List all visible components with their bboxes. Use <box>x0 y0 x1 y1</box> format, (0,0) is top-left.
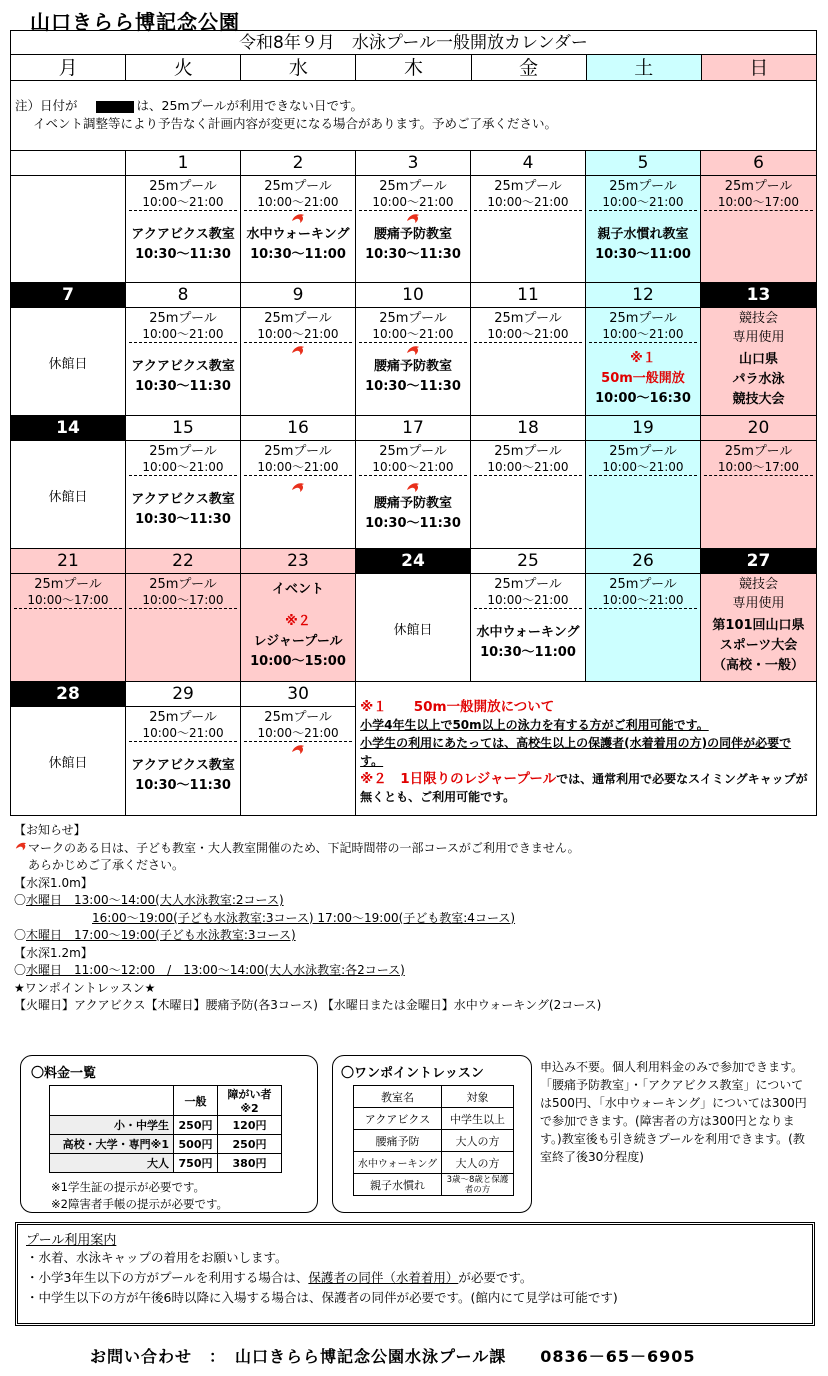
day-number: 8 <box>126 283 240 308</box>
event-name: 腰痛予防教室 <box>373 227 452 242</box>
pool-time: 10:00～21:00 <box>474 593 582 609</box>
day-number: 1 <box>126 151 240 176</box>
pool-time: 10:00～21:00 <box>359 460 467 476</box>
event-name: （高校・一般） <box>712 658 804 673</box>
table-row <box>354 1130 514 1152</box>
event-time: 10:30～11:00 <box>595 247 691 262</box>
pool-guide <box>15 1222 815 1326</box>
note-line1-post: は、25mプールが利用できない日です。 <box>136 98 363 113</box>
day-cell-12 <box>586 283 701 415</box>
pool-time: 10:00～21:00 <box>244 460 352 476</box>
wed-schedule-3: 水曜日 11:00～12:00 / 13:00～14:00(大人水泳教室:各2コース) <box>26 963 405 977</box>
dolphin-icon <box>290 211 306 225</box>
day-cell-1 <box>126 151 241 282</box>
dolphin-icon <box>405 211 421 225</box>
day-cell-19 <box>586 416 701 548</box>
table-row <box>354 1108 514 1130</box>
day-number: 6 <box>701 151 816 176</box>
day-cell-6 <box>701 151 816 282</box>
weekday-header <box>11 55 816 81</box>
table-row <box>50 1116 282 1135</box>
fee-general: 250円 <box>174 1116 218 1135</box>
day-number: 23 <box>241 549 355 574</box>
mark-explanation-2: あらかじめご了承ください。 <box>28 858 185 872</box>
pool-label: 25mプール <box>494 577 562 592</box>
event-name: 競技大会 <box>732 392 785 407</box>
lesson-title: 〇ワンポイントレッスン <box>341 1066 484 1081</box>
pool-time: 10:00～21:00 <box>474 195 582 211</box>
closed-label: 休館日 <box>48 756 88 771</box>
fee-title: 〇料金一覧 <box>31 1066 97 1081</box>
event-name: アクアビクス教室 <box>131 758 235 773</box>
pool-time: 10:00～21:00 <box>589 327 697 343</box>
comp-label: 専用使用 <box>732 330 785 345</box>
day-number: 16 <box>241 416 355 441</box>
lesson-name: 水中ウォーキング <box>354 1152 442 1174</box>
day-number: 22 <box>126 549 240 574</box>
day-cell-25 <box>471 549 586 681</box>
day-cell-23 <box>241 549 356 681</box>
event-time: 10:30～11:30 <box>135 778 231 793</box>
mark-explanation: マークのある日は、子ども教室・大人教室開催のため、下記時間帯の一部コースがご利用できません。 <box>28 840 580 855</box>
calendar-note <box>11 81 816 151</box>
fee-label: 高校・大学・専門※1 <box>50 1135 174 1154</box>
day-cell-13 <box>701 283 816 415</box>
closed-label: 休館日 <box>48 490 88 505</box>
mark-1: ※１ <box>630 351 656 366</box>
fee-disabled: 380円 <box>218 1154 282 1173</box>
pool-calendar <box>10 30 817 816</box>
day-cell-4 <box>471 151 586 282</box>
pool-time: 10:00～17:00 <box>14 593 122 609</box>
bullet-circle: 〇 <box>14 893 27 907</box>
fee-label: 小・中学生 <box>50 1116 174 1135</box>
black-date-sample <box>96 101 134 113</box>
pool-time: 10:00～21:00 <box>474 460 582 476</box>
depth-12m-heading: 【水深1.2m】 <box>14 945 93 960</box>
day-cell-20 <box>701 416 816 548</box>
lesson-table <box>353 1085 514 1196</box>
day-cell-9 <box>241 283 356 415</box>
event-time: 10:30～11:30 <box>135 379 231 394</box>
comp-label: 専用使用 <box>732 596 785 611</box>
weekday-thu: 木 <box>356 55 471 80</box>
dolphin-icon <box>290 343 306 357</box>
day-cell-7 <box>11 283 126 415</box>
event-name: 腰痛予防教室 <box>373 496 452 511</box>
dolphin-icon <box>405 480 421 494</box>
event-name: 水中ウォーキング <box>246 227 350 242</box>
day-cell-18 <box>471 416 586 548</box>
guide-line-2-pre: ・小学3年生以下の方がプールを利用する場合は、 <box>26 1270 309 1285</box>
pool-time: 10:00～21:00 <box>589 195 697 211</box>
event-label: イベント <box>271 582 324 597</box>
pool-label: 25mプール <box>149 710 217 725</box>
pool-time: 10:00～17:00 <box>129 593 237 609</box>
table-row <box>354 1174 514 1196</box>
day-number: 7 <box>11 283 125 308</box>
event-name: アクアビクス教室 <box>131 227 235 242</box>
lesson-target: 中学生以上 <box>442 1108 514 1130</box>
day-cell-28 <box>11 682 126 815</box>
week-row-4 <box>11 549 816 682</box>
week-row-5 <box>11 682 816 815</box>
event-name: パラ水泳 <box>732 372 785 387</box>
pool-time: 10:00～21:00 <box>474 327 582 343</box>
event-time: 10:30～11:30 <box>135 247 231 262</box>
day-number: 2 <box>241 151 355 176</box>
footnote-1-line1: 小学4年生以上で50m以上の泳力を有する方がご利用可能です。 <box>360 718 709 732</box>
fee-header-blank <box>50 1086 174 1116</box>
event-time: 10:30～11:30 <box>365 379 461 394</box>
weekday-tue: 火 <box>126 55 241 80</box>
pool-label: 25mプール <box>609 179 677 194</box>
event-name: アクアビクス教室 <box>131 492 235 507</box>
pool-label: 25mプール <box>149 444 217 459</box>
day-number: 27 <box>701 549 816 574</box>
week-row-1 <box>11 151 816 283</box>
pool-label: 25mプール <box>609 444 677 459</box>
event-time: 10:30～11:30 <box>135 512 231 527</box>
pool-time: 10:00～21:00 <box>589 593 697 609</box>
calendar-title: 令和8年９月 水泳プール一般開放カレンダー <box>11 31 816 55</box>
day-number <box>11 151 125 176</box>
day-number: 13 <box>701 283 816 308</box>
calendar-footnotes <box>356 682 816 815</box>
week-row-3 <box>11 416 816 549</box>
onepoint-heading: ★ワンポイントレッスン★ <box>14 980 156 995</box>
pool-label: 25mプール <box>609 577 677 592</box>
weekday-mon: 月 <box>11 55 126 80</box>
pool-label: 25mプール <box>34 577 102 592</box>
week-row-2 <box>11 283 816 416</box>
day-number: 17 <box>356 416 470 441</box>
day-number: 29 <box>126 682 240 707</box>
fee-label: 大人 <box>50 1154 174 1173</box>
dolphin-icon <box>14 840 28 852</box>
event-time: 10:30～11:00 <box>480 645 576 660</box>
day-cell-22 <box>126 549 241 681</box>
pool-label: 25mプール <box>379 179 447 194</box>
day-cell-14 <box>11 416 126 548</box>
event-name: スポーツ大会 <box>719 638 798 653</box>
pool-time: 10:00～21:00 <box>244 726 352 742</box>
event-time: 10:00～15:00 <box>250 654 346 669</box>
event-time: 10:30～11:00 <box>250 247 346 262</box>
day-number: 21 <box>11 549 125 574</box>
lesson-target: 3歳～8歳と保護者の方 <box>442 1174 514 1196</box>
weekday-fri: 金 <box>472 55 587 80</box>
day-cell-5 <box>586 151 701 282</box>
comp-label: 競技会 <box>738 311 778 326</box>
pool-label: 25mプール <box>609 311 677 326</box>
pool-label: 25mプール <box>264 179 332 194</box>
pool-time: 10:00～21:00 <box>244 195 352 211</box>
weekday-sun: 日 <box>702 55 816 80</box>
pool-time: 10:00～21:00 <box>589 460 697 476</box>
fee-note-1: ※1学生証の提示が必要です。 <box>51 1180 206 1194</box>
pool-time: 10:00～17:00 <box>704 460 813 476</box>
day-cell-3 <box>356 151 471 282</box>
day-number: 3 <box>356 151 470 176</box>
fee-header-disabled: 障がい者※2 <box>218 1086 282 1116</box>
onepoint-detail: 【火曜日】アクアビクス【木曜日】腰痛予防(各3コース) 【水曜日または金曜日】水中ウォーキング(2コース) <box>14 998 602 1012</box>
lesson-target: 大人の方 <box>442 1152 514 1174</box>
pool-label: 25mプール <box>724 179 793 194</box>
event-time: 10:00～16:30 <box>595 391 691 406</box>
day-cell-16 <box>241 416 356 548</box>
note-line1-pre: 注）日付が <box>15 98 78 113</box>
day-number: 25 <box>471 549 585 574</box>
park-title: 山口きらら博記念公園 <box>30 10 240 34</box>
pool-label: 25mプール <box>149 311 217 326</box>
day-number: 4 <box>471 151 585 176</box>
depth-1m-heading: 【水深1.0m】 <box>14 875 93 890</box>
table-row <box>354 1152 514 1174</box>
day-number: 14 <box>11 416 125 441</box>
day-cell-29 <box>126 682 241 815</box>
footnote-2-title: 1日限りのレジャープール <box>386 771 557 787</box>
pool-time: 10:00～21:00 <box>129 726 237 742</box>
day-number: 28 <box>11 682 125 707</box>
pool-label: 25mプール <box>494 444 562 459</box>
pool-time: 10:00～21:00 <box>129 195 237 211</box>
guide-line-3: ・中学生以下の方が午後6時以降に入場する場合は、保護者の同伴が必要です。(館内にて見学は可能です) <box>26 1290 618 1305</box>
lesson-name: アクアビクス <box>354 1108 442 1130</box>
table-row <box>50 1154 282 1173</box>
event-name: レジャープール <box>253 634 343 649</box>
comp-label: 競技会 <box>738 577 778 592</box>
pool-label: 25mプール <box>379 311 447 326</box>
lesson-header-target: 対象 <box>442 1086 514 1108</box>
dolphin-icon <box>290 480 306 494</box>
day-cell-empty <box>11 151 126 282</box>
contact-footer: お問い合わせ ： 山口きらら博記念公園水泳プール課 0836－65－6905 <box>90 1347 696 1366</box>
footnote-1-line2: 小学生の利用にあたっては、高校生以上の保護者(水着着用の方)の同伴が必要です。 <box>360 736 792 768</box>
day-number: 11 <box>471 283 585 308</box>
event-name: 腰痛予防教室 <box>373 359 452 374</box>
day-cell-30 <box>241 682 356 815</box>
event-name: 山口県 <box>738 352 778 367</box>
day-number: 15 <box>126 416 240 441</box>
event-time: 10:30～11:30 <box>365 516 461 531</box>
wed-schedule: 水曜日 13:00～14:00(大人水泳教室:2コース) <box>26 893 284 907</box>
guide-line-2-post: が必要です。 <box>458 1270 533 1285</box>
day-number: 10 <box>356 283 470 308</box>
day-number: 24 <box>356 549 470 574</box>
event-name: 第101回山口県 <box>712 618 805 633</box>
pool-time: 10:00～21:00 <box>359 327 467 343</box>
dolphin-icon <box>405 343 421 357</box>
pool-time: 10:00～21:00 <box>129 460 237 476</box>
footnote-2-text: では、通常利用で必要なスイミングキャップが無くとも、ご利用可能です。 <box>360 772 808 804</box>
lesson-name: 親子水慣れ <box>354 1174 442 1196</box>
closed-label: 休館日 <box>393 623 433 638</box>
day-cell-26 <box>586 549 701 681</box>
lesson-description: 申込み不要。個人利用料金のみで参加できます。「腰痛予防教室」・「アクアビクス教室」については500円、「水中ウォーキング」については300円で参加できます。(障害者の方は300円となります。)教室後も引き続きプールを利用できます。(教室終了後30分程度) <box>540 1060 807 1164</box>
fee-general: 750円 <box>174 1154 218 1173</box>
info-section <box>14 822 814 1015</box>
day-number: 18 <box>471 416 585 441</box>
fee-disabled: 120円 <box>218 1116 282 1135</box>
dolphin-icon <box>290 742 306 756</box>
thu-schedule: 木曜日 17:00～19:00(子ども水泳教室:3コース) <box>26 928 296 942</box>
footnote-1-title: ※１ 50m一般開放について <box>360 699 555 715</box>
event-name: 水中ウォーキング <box>476 625 580 640</box>
pool-label: 25mプール <box>149 179 217 194</box>
day-cell-24 <box>356 549 471 681</box>
fee-disabled: 250円 <box>218 1135 282 1154</box>
fee-box <box>20 1055 318 1213</box>
day-cell-27 <box>701 549 816 681</box>
bullet-circle: 〇 <box>14 963 27 977</box>
day-number: 12 <box>586 283 700 308</box>
day-cell-17 <box>356 416 471 548</box>
day-number: 19 <box>586 416 700 441</box>
info-title: 【お知らせ】 <box>14 823 86 837</box>
guide-line-1: ・水着、水泳キャップの着用をお願いします。 <box>26 1250 288 1265</box>
lesson-box <box>332 1055 532 1213</box>
fee-table <box>49 1085 282 1173</box>
event-time: 10:30～11:30 <box>365 247 461 262</box>
pool-time: 10:00～21:00 <box>244 327 352 343</box>
guide-title: プール利用案内 <box>26 1233 117 1248</box>
footnote-2-mark: ※２ <box>360 771 387 787</box>
pool-label: 25mプール <box>494 311 562 326</box>
pool-label: 25mプール <box>494 179 562 194</box>
event-name: 50m一般開放 <box>601 371 685 386</box>
lesson-target: 大人の方 <box>442 1130 514 1152</box>
day-cell-2 <box>241 151 356 282</box>
day-cell-8 <box>126 283 241 415</box>
pool-time: 10:00～21:00 <box>129 327 237 343</box>
pool-label: 25mプール <box>149 577 217 592</box>
day-cell-11 <box>471 283 586 415</box>
table-row <box>50 1135 282 1154</box>
lesson-header-name: 教室名 <box>354 1086 442 1108</box>
day-cell-21 <box>11 549 126 681</box>
fee-note-2: ※2障害者手帳の提示が必要です。 <box>51 1197 229 1211</box>
closed-label: 休館日 <box>48 357 88 372</box>
day-number: 9 <box>241 283 355 308</box>
note-line2: イベント調整等により予告なく計画内容が変更になる場合があります。予めご了承ください。 <box>33 116 558 131</box>
event-name: 親子水慣れ教室 <box>597 227 689 242</box>
pool-label: 25mプール <box>724 444 793 459</box>
day-number: 5 <box>586 151 700 176</box>
weekday-sat: 土 <box>587 55 702 80</box>
event-name: アクアビクス教室 <box>131 359 235 374</box>
day-cell-15 <box>126 416 241 548</box>
bullet-circle: 〇 <box>14 928 27 942</box>
pool-time: 10:00～17:00 <box>704 195 813 211</box>
guide-line-2-underline: 保護者の同伴（水着着用） <box>308 1270 459 1285</box>
pool-time: 10:00～21:00 <box>359 195 467 211</box>
mark-2: ※２ <box>285 614 311 629</box>
day-cell-10 <box>356 283 471 415</box>
pool-label: 25mプール <box>264 311 332 326</box>
weekday-wed: 水 <box>241 55 356 80</box>
lesson-name: 腰痛予防 <box>354 1130 442 1152</box>
pool-label: 25mプール <box>379 444 447 459</box>
day-number: 26 <box>586 549 700 574</box>
fee-header-general: 一般 <box>174 1086 218 1116</box>
pool-label: 25mプール <box>264 710 332 725</box>
wed-schedule-2: 16:00～19:00(子ども水泳教室:3コース) 17:00～19:00(子ども教室:4コース) <box>92 910 516 925</box>
day-number: 20 <box>701 416 816 441</box>
day-number: 30 <box>241 682 355 707</box>
fee-general: 500円 <box>174 1135 218 1154</box>
pool-label: 25mプール <box>264 444 332 459</box>
